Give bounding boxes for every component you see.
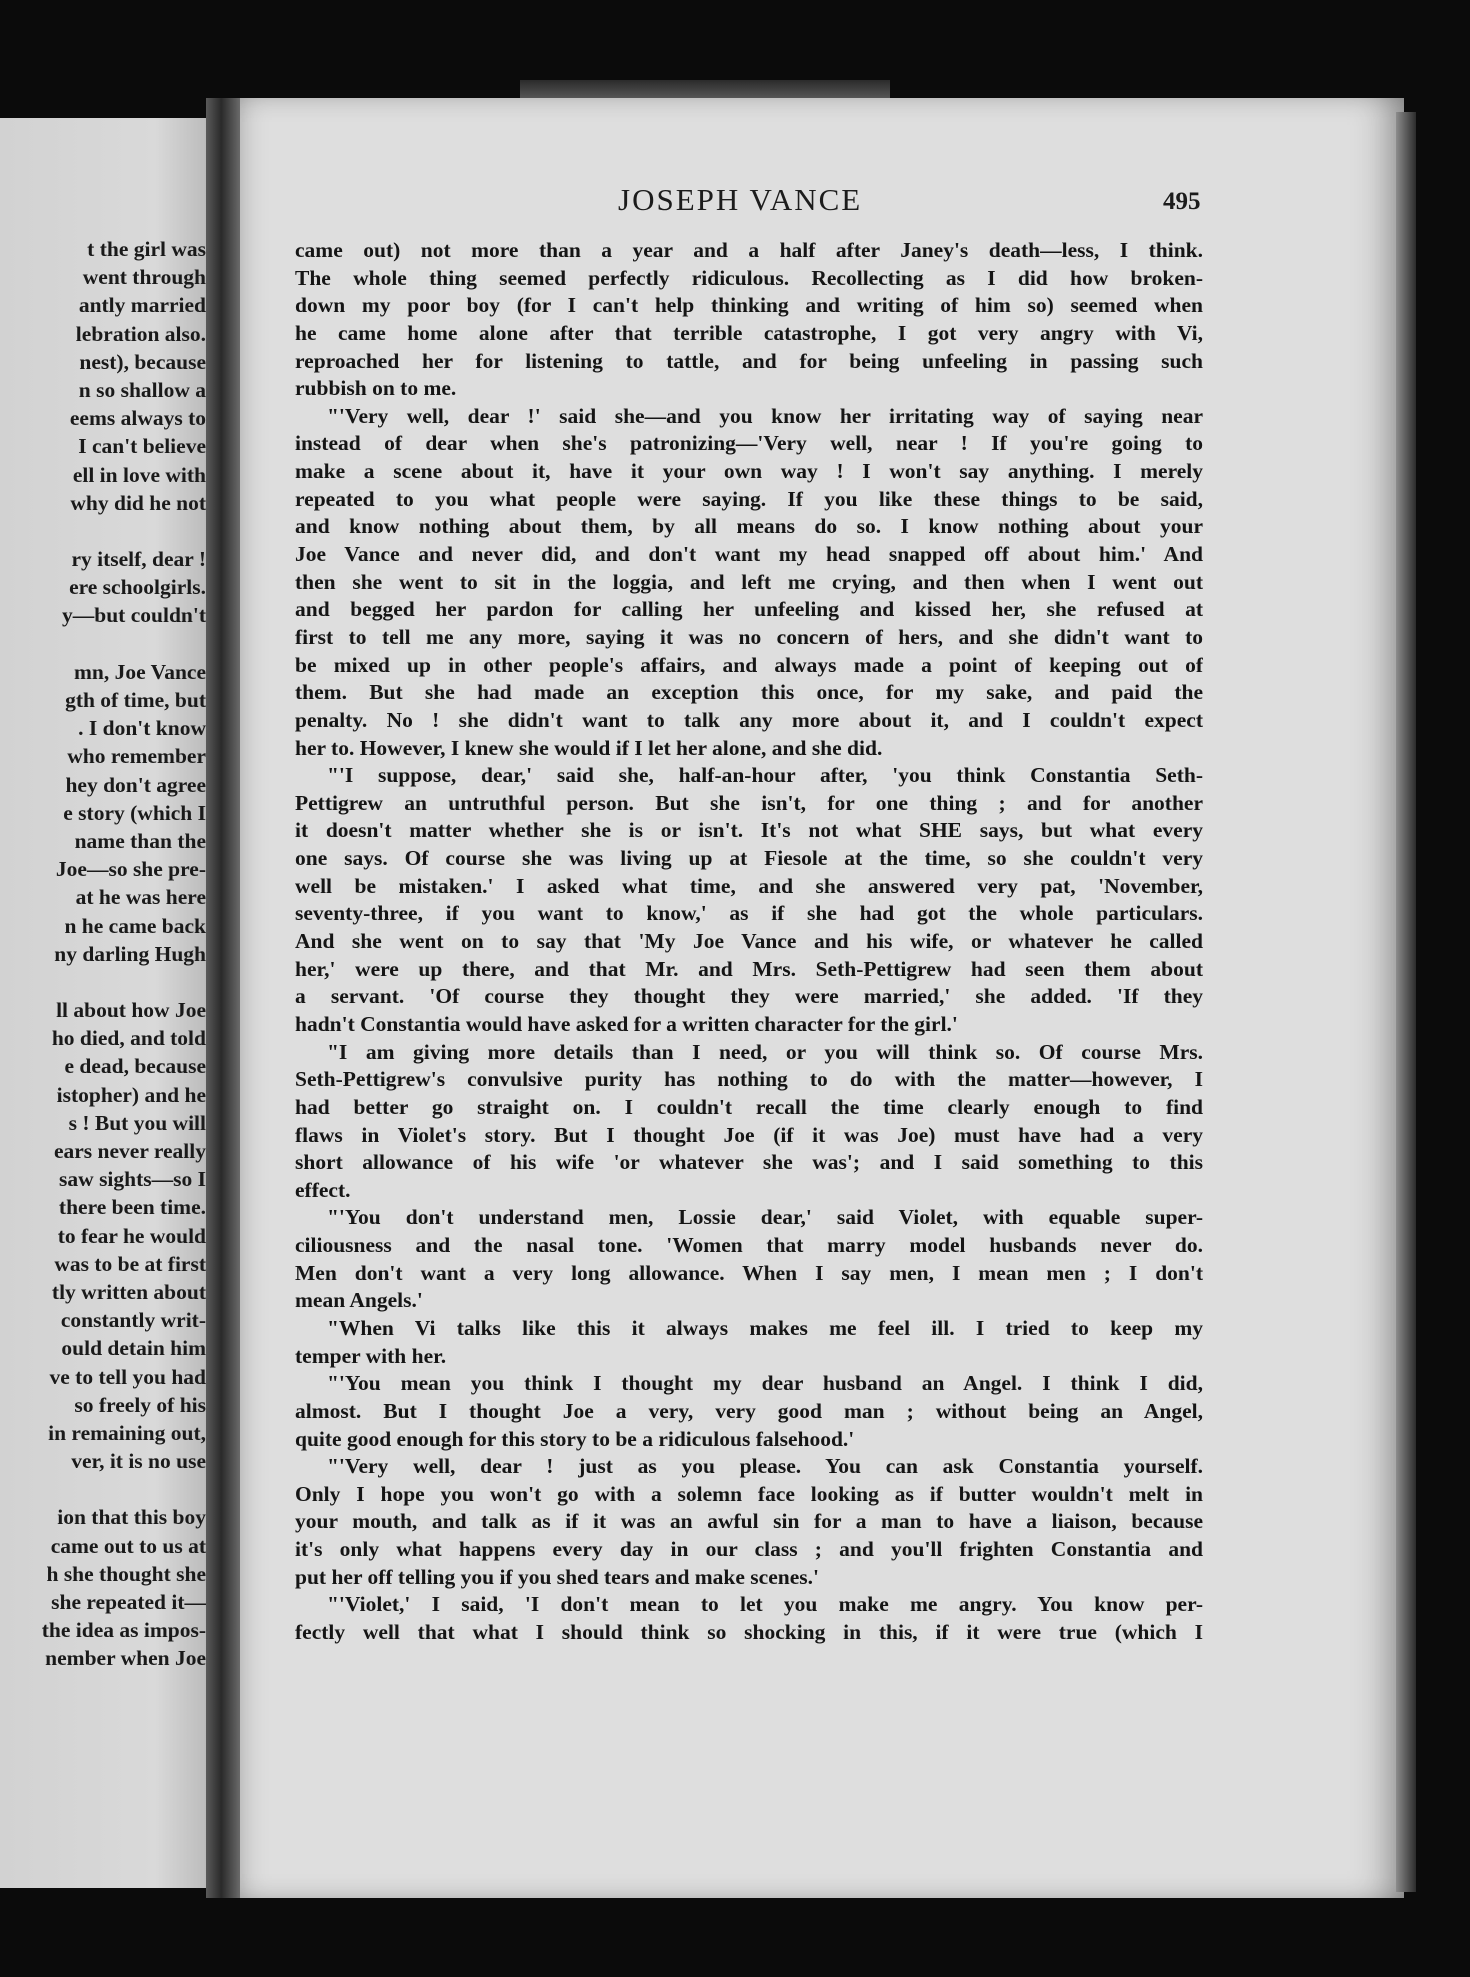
left-page-line: who remember [67,744,206,769]
left-page-line: why did he not [70,490,206,515]
left-page-line: in remaining out, [48,1420,206,1445]
text-line: "'You don't understand men, Lossie dear,' said Violet, with equable super- [327,1205,1203,1230]
left-page-line: so freely of his [74,1392,206,1417]
left-page-line: eems always to [69,406,206,431]
text-line: "'I suppose, dear,' said she, half-an-hour after, 'you think Constantia Seth- [327,763,1203,788]
left-page-line: to fear he would [57,1223,206,1248]
left-facing-page [0,118,222,1888]
left-page-line: ho died, and told [51,1026,206,1051]
left-page-line: n he came back [64,913,206,938]
text-line: quite good enough for this story to be a ridiculous falsehood.' [295,1426,855,1451]
left-page-line: antly married [78,293,206,318]
left-page-line: name than the [74,828,206,853]
left-page-line [0,968,206,996]
text-line: your mouth, and talk as if it was an awful sin for a man to have a liaison, because [295,1509,1203,1534]
page-body-text [295,237,1203,1647]
text-line: repeated to you what people were saying. If you like these things to be said, [295,486,1203,511]
book-title: JOSEPH VANCE [618,182,863,217]
text-line: effect. [295,1177,351,1202]
text-line: hadn't Constantia would have asked for a written character for the girl.' [295,1011,958,1036]
running-head [0,182,1470,222]
text-line: rubbish on to me. [295,376,457,401]
text-line: Pettigrew an untruthful person. But she isn't, for one thing ; and for another [295,790,1203,815]
left-page-line: istopher) and he [56,1082,206,1107]
text-line: The whole thing seemed perfectly ridiculous. Recollecting as I did how broken- [295,265,1203,290]
text-line: short allowance of his wife 'or whatever she was'; and I said something to this [295,1150,1203,1175]
text-line: then she went to sit in the loggia, and left me crying, and then when I went out [295,569,1203,594]
text-line: one says. Of course she was living up at Fiesole at the time, so she couldn't very [295,846,1203,871]
text-line: And she went on to say that 'My Joe Vance and his wife, or whatever he called [295,929,1203,954]
text-line: "'Violet,' I said, 'I don't mean to let you make me angry. You know per- [327,1592,1203,1617]
left-page-text [0,235,206,1673]
left-page-line: ll about how Joe [56,998,206,1023]
text-line: them. But she had made an exception this once, for my sake, and paid the [295,680,1203,705]
left-page-line: gth of time, but [65,688,206,712]
left-page-line: ell in love with [72,462,206,487]
text-line: "'Very well, dear !' said she—and you know her irritating way of saying near [327,403,1203,428]
text-line: a servant. 'Of course they thought they were married,' she added. 'If they [295,984,1203,1009]
text-line: Joe Vance and never did, and don't want my head snapped off about him.' And [295,542,1203,567]
left-page-line: mn, Joe Vance [74,659,206,684]
left-page-line: ould detain him [61,1336,206,1361]
left-page-line: ion that this boy [57,1505,206,1530]
text-line: "I am giving more details than I need, or you will think so. Of course Mrs. [327,1039,1203,1064]
text-line: temper with her. [295,1343,447,1368]
book-gutter [206,98,240,1898]
left-page-line: lebration also. [75,321,206,346]
text-line: her,' were up there, and that Mr. and Mrs. Seth-Pettigrew had seen them about [295,956,1203,981]
left-page-line: n so shallow a [78,377,206,402]
left-page-line: went through [82,265,206,290]
left-page-line: was to be at first [54,1251,206,1276]
left-page-line: Joe—so she pre- [55,857,206,882]
text-line: "'You mean you think I thought my dear husband an Angel. I think I did, [327,1371,1203,1396]
text-line: it's only what happens every day in our class ; and you'll frighten Constantia and [295,1537,1203,1562]
text-line: be mixed up in other people's affairs, and always made a point of keeping out of [295,652,1203,677]
text-line: fectly well that what I should think so shocking in this, if it were true (which I [295,1620,1203,1645]
left-page-line: there been time. [58,1195,206,1220]
left-page-line: e dead, because [64,1054,206,1079]
text-line: mean Angels.' [295,1288,423,1313]
text-line: Men don't want a very long allowance. When I say men, I mean men ; I don't [295,1260,1203,1285]
page-number: 495 [1163,188,1201,215]
left-page-line: nest), because [79,349,206,374]
text-line: almost. But I thought Joe a very, very good man ; without being an Angel, [295,1398,1203,1423]
text-line: put her off telling you if you shed tears and make scenes.' [295,1564,819,1589]
text-line: he came home alone after that terrible catastrophe, I got very angry with Vi, [295,320,1203,345]
text-line: and know nothing about them, by all means do so. I know nothing about your [295,514,1203,539]
text-line: flaws in Violet's story. But I thought Joe (if it was Joe) must have had a very [295,1122,1203,1147]
text-line: came out) not more than a year and a half after Janey's death—less, I think. [295,238,1203,262]
text-line: Only I hope you won't go with a solemn face looking as if butter wouldn't melt in [295,1481,1203,1506]
left-page-line: ears never really [53,1139,206,1163]
left-page-line [0,630,206,658]
left-page-line: came out to us at [50,1533,206,1558]
text-line: well be mistaken.' I asked what time, and she answered very pat, 'November, [295,873,1203,898]
left-page-line: saw sights—so I [59,1167,206,1192]
text-line: and begged her pardon for calling her unfeeling and kissed her, she refused at [295,597,1203,622]
left-page-line [0,1475,206,1503]
text-line: had better go straight on. I couldn't recall the time clearly enough to find [295,1094,1203,1119]
page-edge-shadow [1396,112,1416,1892]
text-line: down my poor boy (for I can't help thinking and writing of him so) seemed when [295,293,1203,318]
left-page-line: ve to tell you had [49,1364,206,1389]
left-page-line: hey don't agree [65,772,206,797]
text-line: reproached her for listening to tattle, and for being unfeeling in passing such [295,348,1203,373]
left-page-line: ry itself, dear ! [71,547,206,572]
left-page-line: tly written about [51,1279,206,1304]
left-page-line: at he was here [75,885,206,910]
left-page-line: the idea as impos- [41,1618,206,1643]
text-line: penalty. No ! she didn't want to talk any more about it, and I couldn't expect [295,707,1203,732]
text-line: make a scene about it, have it your own way ! I won't say anything. I merely [295,459,1203,484]
text-line: her to. However, I knew she would if I let her alone, and she did. [295,735,883,760]
left-page-line: . I don't know [78,716,206,741]
text-line: ciliousness and the nasal tone. 'Women that marry model husbands never do. [295,1233,1203,1258]
text-line: "When Vi talks like this it always makes me feel ill. I tried to keep my [327,1315,1203,1340]
left-page-line: s ! But you will [68,1110,206,1135]
left-page-line: e story (which I [63,800,206,825]
left-page-line [0,517,206,545]
left-page-line: I can't believe [78,434,206,459]
left-page-line: constantly writ- [60,1308,206,1333]
left-page-line: ver, it is no use [71,1449,206,1474]
left-page-line: ny darling Hugh [54,941,206,966]
text-line: Seth-Pettigrew's convulsive purity has nothing to do with the matter—however, I [295,1067,1203,1092]
text-line: "'Very well, dear ! just as you please. You can ask Constantia yourself. [327,1454,1203,1479]
text-line: it doesn't matter whether she is or isn't. It's not what SHE says, but what every [295,818,1203,843]
left-page-line: t the girl was [87,237,206,261]
left-page-line: nember when Joe [45,1646,206,1671]
left-page-line: h she thought she [46,1561,206,1586]
left-page-line: ere schoolgirls. [69,575,206,600]
left-page-line: y—but couldn't [62,603,206,628]
text-line: instead of dear when she's patronizing—'Very well, near ! If you're going to [295,431,1203,456]
text-line: seventy-three, if you want to know,' as if she had got the whole particulars. [295,901,1203,926]
text-line: first to tell me any more, saying it was no concern of hers, and she didn't want to [295,624,1203,649]
left-page-line: she repeated it— [51,1590,206,1614]
